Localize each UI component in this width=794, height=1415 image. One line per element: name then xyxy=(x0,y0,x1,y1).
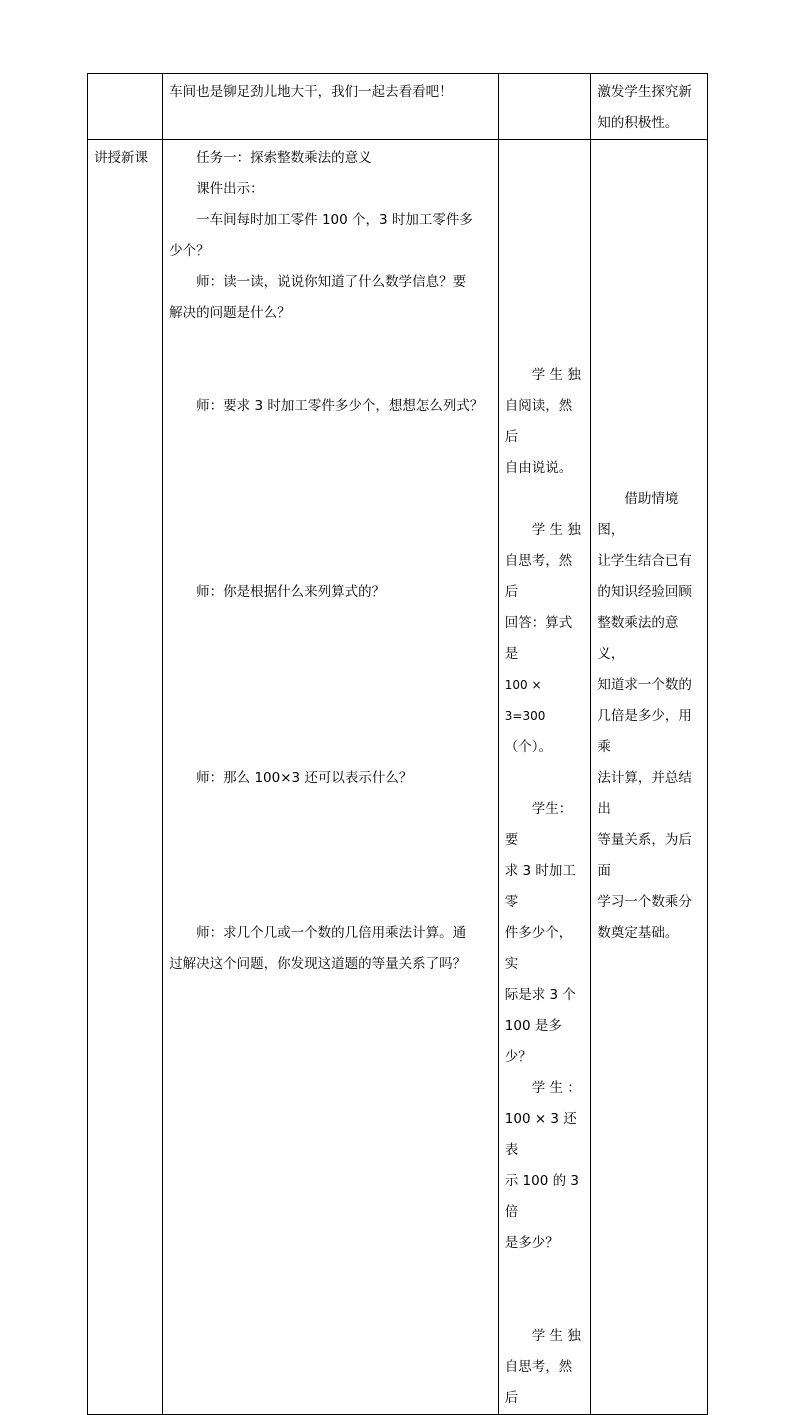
intro-content-text: 车间也是铆足劲儿地大干，我们一起去看看吧！ xyxy=(169,84,453,100)
intro-purpose-cell xyxy=(591,74,708,140)
teacher-question-2: 师：要求 3 时加工零件多少个，想想怎么列式？ xyxy=(196,398,484,414)
intro-purpose-line-2: 知的积极性。 xyxy=(597,115,679,131)
courseware-label: 课件出示： xyxy=(196,181,264,197)
purpose-line-8: 等量关系，为后面 xyxy=(597,832,692,879)
student-activity-cell xyxy=(498,140,591,1415)
intro-purpose-line-1: 激发学生探究新 xyxy=(597,84,692,100)
purpose-line-10: 数奠定基础。 xyxy=(597,925,679,941)
problem-line-2: 少个？ xyxy=(169,243,210,259)
teacher-question-1-line-2: 解决的问题是什么？ xyxy=(169,305,291,321)
purpose-line-4: 整数乘法的意义， xyxy=(597,615,679,662)
student-response-2-line-5: （个）。 xyxy=(504,739,553,755)
student-response-2-line-3: 回答：算式是 xyxy=(504,615,573,662)
purpose-line-1: 借助情境图， xyxy=(597,491,679,538)
task-title: 任务一：探索整数乘法的意义 xyxy=(196,150,372,166)
teacher-question-4: 师：那么 100×3 还可以表示什么？ xyxy=(196,770,413,786)
purpose-line-5: 知道求一个数的 xyxy=(597,677,692,693)
spacer xyxy=(169,608,492,763)
spacer xyxy=(505,763,585,794)
purpose-line-2: 让学生结合已有 xyxy=(597,553,692,569)
intro-student-cell xyxy=(498,74,591,140)
new-lesson-row xyxy=(88,140,708,1415)
purpose-line-6: 几倍是多少，用乘 xyxy=(597,708,692,755)
teacher-question-5-line-2: 过解决这个问题，你发现这道题的等量关系了吗？ xyxy=(169,956,467,972)
student-response-3-line-5: 100 是多少？ xyxy=(504,1018,562,1065)
intro-content-cell xyxy=(163,74,499,140)
purpose-line-9: 学习一个数乘分 xyxy=(597,894,692,910)
student-response-1-line-1: 学 生 独 xyxy=(531,367,581,383)
spacer xyxy=(169,794,492,918)
spacer xyxy=(505,143,585,360)
teacher-question-1-line-1: 师：读一读，说说你知道了什么数学信息？要 xyxy=(196,274,467,290)
spacer xyxy=(169,422,492,577)
spacer xyxy=(597,143,701,484)
teacher-question-5-line-1: 师：求几个几或一个数的几倍用乘法计算。通 xyxy=(196,925,467,941)
student-response-3-line-4: 际是求 3 个 xyxy=(504,987,576,1003)
spacer xyxy=(505,484,585,515)
spacer xyxy=(505,1259,585,1321)
lesson-plan-table xyxy=(87,73,708,1415)
intro-row xyxy=(88,74,708,140)
problem-line-1: 一车间每时加工零件 100 个，3 时加工零件多 xyxy=(196,212,473,228)
intro-stage-cell xyxy=(88,74,163,140)
student-response-3-line-1: 学生：要 xyxy=(504,801,573,848)
student-response-4-line-1: 学 生 ： xyxy=(531,1080,581,1096)
student-response-4-line-4: 是多少？ xyxy=(504,1235,559,1251)
student-response-4-line-2: 100 × 3 还表 xyxy=(504,1111,577,1158)
student-response-2-line-2: 自思考，然后 xyxy=(504,553,573,600)
spacer xyxy=(169,329,492,391)
student-response-1-line-3: 自由说说。 xyxy=(504,460,573,476)
purpose-line-7: 法计算，并总结出 xyxy=(597,770,692,817)
student-response-2-line-1: 学 生 独 xyxy=(531,522,581,538)
stage-cell xyxy=(88,140,163,1415)
stage-label: 讲授新课 xyxy=(94,150,148,166)
student-response-4-line-3: 示 100 的 3 倍 xyxy=(504,1173,579,1220)
student-response-3-line-3: 件多少个，实 xyxy=(504,925,573,972)
student-response-3-line-2: 求 3 时加工零 xyxy=(504,863,576,910)
student-response-5-line-1: 学 生 独 xyxy=(531,1328,581,1344)
teacher-question-3: 师：你是根据什么来列算式的？ xyxy=(196,584,386,600)
student-response-2-line-4: 100 × 3=300 xyxy=(504,678,546,723)
student-response-5-line-2: 自思考，然后 xyxy=(504,1359,573,1406)
purpose-line-3: 的知识经验回顾 xyxy=(597,584,692,600)
design-purpose-cell xyxy=(591,140,708,1415)
teacher-activity-cell xyxy=(163,140,499,1415)
student-response-1-line-2: 自阅读，然后 xyxy=(504,398,573,445)
